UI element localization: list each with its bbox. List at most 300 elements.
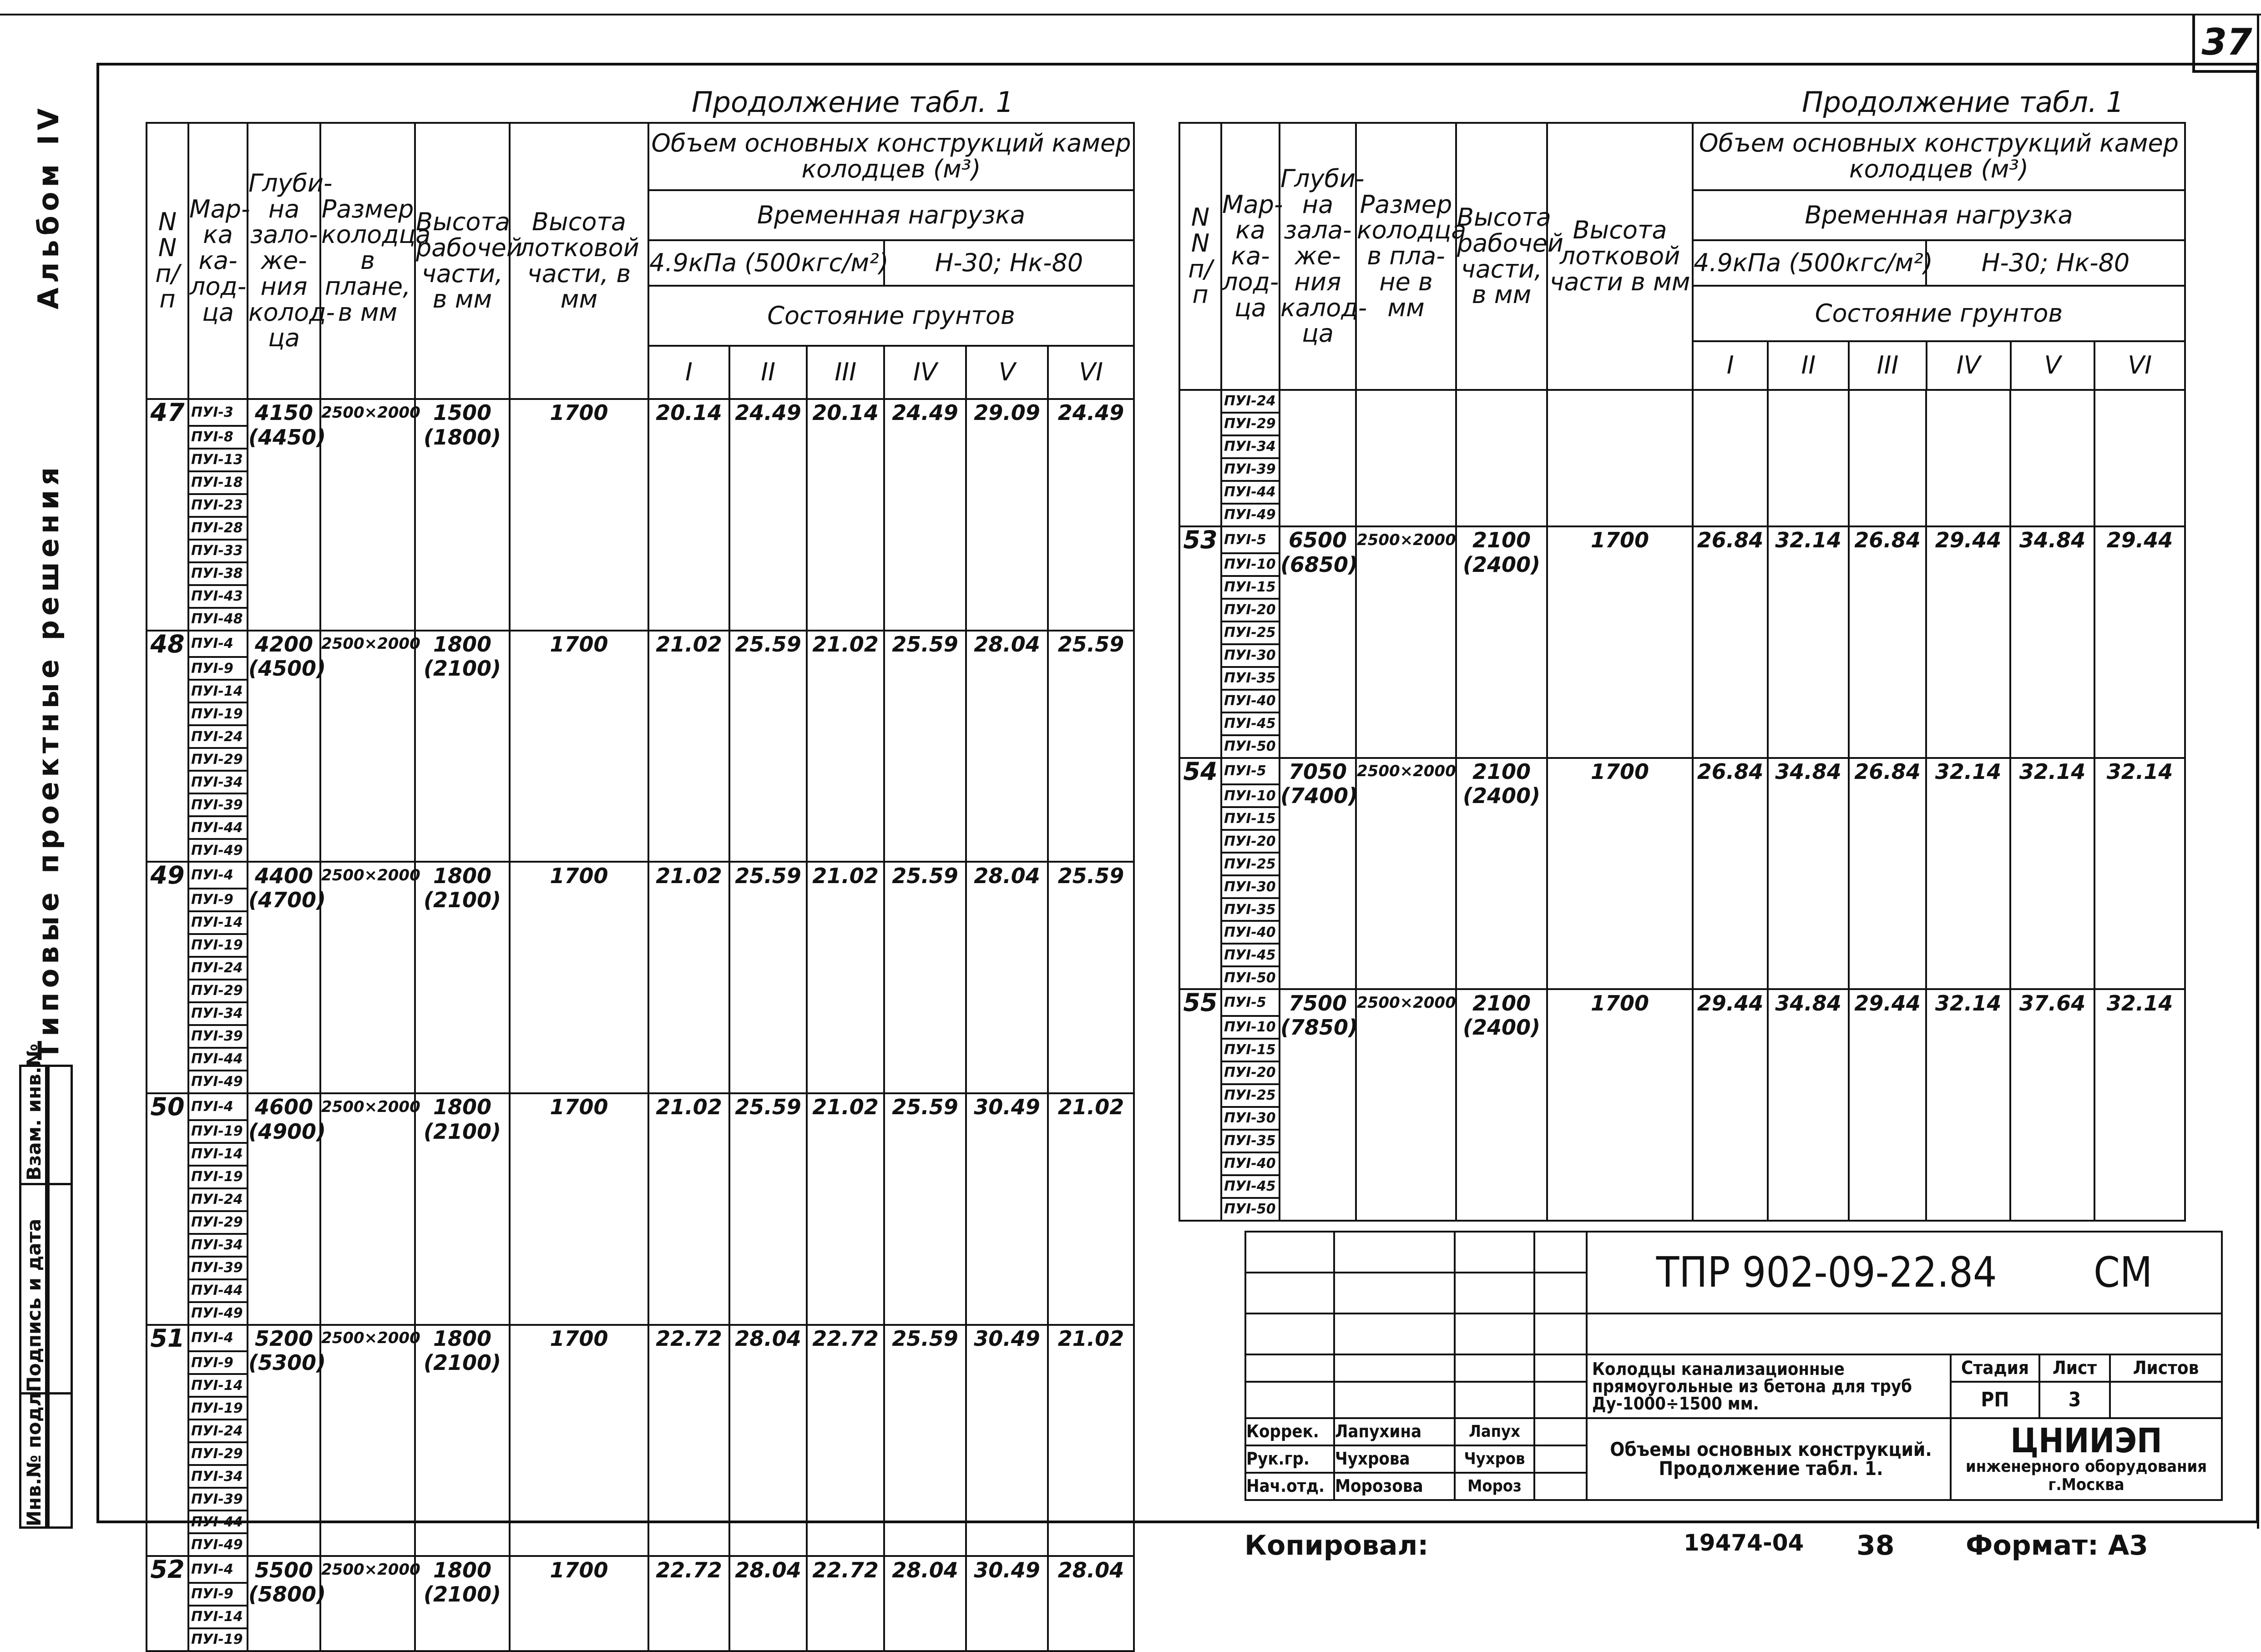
stamp-sheets-header: Листов [2110,1354,2222,1382]
stamp-empty [1455,1354,1534,1382]
volume-value-soil-3 [807,471,884,494]
row-number [1179,1130,1221,1152]
work-height-value [415,585,510,608]
right-table-row [1179,1107,2185,1130]
size-value [320,471,415,494]
work-height-value: (2400) [1456,784,1547,807]
right-table-row [1179,875,2185,898]
well-mark: ПУI-15 [1221,576,1280,599]
empty-cell [1280,413,1356,435]
row-number [1179,690,1221,712]
volume-value-soil-2 [729,426,807,449]
empty-cell [1693,458,1768,481]
depth-value: (4500) [248,656,326,681]
depth-value [248,702,320,725]
volume-value-soil-3 [807,1397,884,1420]
volume-value-soil-6 [2094,690,2185,712]
tray-height-value [1547,1152,1693,1175]
volume-value-soil-1 [648,494,729,517]
volume-value-soil-5 [966,449,1048,471]
volume-value-soil-4 [884,562,966,585]
volume-value-soil-5 [966,1465,1048,1488]
depth-value [1280,921,1356,944]
tray-height-value: 1700 [1547,989,1693,1016]
volume-value-soil-6 [1048,1628,1134,1651]
volume-value-soil-4 [884,1511,966,1533]
left-table-row [147,1093,1134,1120]
empty-cell [1926,481,2010,504]
size-value [1356,944,1456,966]
volume-value-soil-4: 28.04 [884,1556,966,1583]
well-mark: ПУI-20 [1221,1061,1280,1084]
volume-value-soil-5 [2010,1130,2094,1152]
volume-value-soil-2 [1768,644,1849,667]
right-table-row [1179,458,2185,481]
volume-value-soil-3 [1849,553,1926,576]
volume-value-soil-5 [966,793,1048,816]
volume-value-soil-4 [884,1188,966,1211]
page-number: 37 [2192,14,2259,73]
row-number: 51 [147,1325,188,1352]
volume-value-soil-3 [807,1071,884,1093]
footer-format: Формат: А3 [1966,1530,2149,1561]
document-suffix: СМ [2094,1248,2153,1297]
work-height-value [415,1071,510,1093]
well-mark: ПУI-50 [1221,1198,1280,1221]
volume-value-soil-4 [1926,553,2010,576]
size-value [320,1606,415,1628]
volume-value-soil-6 [1048,1279,1134,1302]
volume-value-soil-5 [966,1025,1048,1048]
volume-value-soil-1 [648,1420,729,1442]
volume-value-soil-4 [884,1606,966,1628]
volume-value-soil-5 [966,1234,1048,1257]
depth-value [1280,1061,1356,1084]
work-height-value [1456,690,1547,712]
size-value [320,657,415,680]
depth-value: (5300) [248,1350,326,1375]
volume-value-soil-1 [648,1025,729,1048]
volume-value-soil-5 [966,608,1048,631]
tray-height-value [1547,784,1693,807]
volume-value-soil-6 [2094,599,2185,621]
volume-value-soil-6 [1048,1606,1134,1628]
stamp-sheets [2110,1382,2222,1418]
size-value [1356,576,1456,599]
well-mark: ПУI-19 [188,702,248,725]
empty-cell [2010,413,2094,435]
work-height-value: 2100 [1456,526,1547,553]
well-mark: ПУI-43 [188,585,248,608]
row-number [147,1511,188,1533]
volume-value-soil-2 [1768,1084,1849,1107]
volume-value-soil-1 [648,1120,729,1143]
volume-value-soil-5 [966,980,1048,1002]
volume-value-soil-1 [648,562,729,585]
volume-value-soil-5 [966,1279,1048,1302]
volume-header: Объем основных конструкций камер колодцев (м³) [648,123,1134,190]
well-mark: ПУI-10 [1221,553,1280,576]
depth-value [248,839,320,862]
volume-value-soil-2 [729,1188,807,1211]
right-table-row [1179,390,2185,413]
work-height-value [415,771,510,793]
tray-height-value [510,771,648,793]
right-table-row [1179,1016,2185,1039]
well-mark: ПУI-19 [188,1397,248,1420]
volume-value-soil-6 [2094,1061,2185,1084]
work-height-value: 1800 [415,862,510,889]
volume-value-soil-6 [1048,1420,1134,1442]
size-value: 2500×2000 [1356,989,1456,1016]
tray-height-value [510,1002,648,1025]
work-height-value [1456,621,1547,644]
stamp-date-3 [1534,1473,1587,1500]
stamp-date-2 [1534,1445,1587,1473]
volume-value-soil-3 [1849,712,1926,735]
soil-roman-row-right [1694,342,2184,389]
size-value [1356,1107,1456,1130]
well-mark: ПУI-24 [188,1420,248,1442]
volume-value-soil-4 [884,471,966,494]
row-number [147,1025,188,1048]
size-value: 2500×2000 [320,862,415,889]
volume-value-soil-6 [2094,944,2185,966]
tray-height-value [510,1374,648,1397]
volume-value-soil-5 [966,1511,1048,1533]
soil-1-right: I [1694,342,1769,389]
work-height-value [1456,1061,1547,1084]
tray-height-value [1547,1039,1693,1061]
volume-value-soil-4 [884,1071,966,1093]
volume-value-soil-6 [1048,934,1134,957]
tray-height-value [510,980,648,1002]
volume-value-soil-3 [1849,853,1926,875]
well-mark: ПУI-5 [1221,758,1280,785]
depth-value [248,980,320,1002]
volume-value-soil-5 [966,1397,1048,1420]
volume-value-soil-4 [884,1302,966,1325]
volume-value-soil-1 [648,1511,729,1533]
well-mark: ПУI-14 [188,1606,248,1628]
volume-value-soil-4 [1926,830,2010,853]
well-mark: ПУI-38 [188,562,248,585]
size-value [1356,667,1456,690]
volume-value-soil-6 [1048,1488,1134,1511]
left-table-row [147,494,1134,517]
tray-height-value [510,494,648,517]
volume-value-soil-2 [1768,712,1849,735]
left-table-row [147,471,1134,494]
row-number [147,1351,188,1374]
row-number [1179,553,1221,576]
row-number [147,680,188,702]
stamp-sheet-title: Объемы основных конструкций. Продолжение табл. 1. [1587,1418,1951,1500]
depth-value [1280,966,1356,989]
size-value: 2500×2000 [1356,526,1456,553]
tray-height-value [1547,599,1693,621]
volume-value-soil-5 [966,1211,1048,1234]
size-value [320,1465,415,1488]
depth-value [248,1188,320,1211]
volume-value-soil-6 [1048,839,1134,862]
row-number [147,793,188,816]
volume-value-soil-4 [1926,1016,2010,1039]
size-value [320,1025,415,1048]
volume-value-soil-4 [884,771,966,793]
col-header-tray-height-right: Высота лотковой части в мм [1547,123,1693,390]
volume-value-soil-1 [1693,553,1768,576]
tray-height-value [510,957,648,980]
left-table-row [147,680,1134,702]
volume-value-soil-1: 21.02 [648,1093,729,1120]
well-mark: ПУI-39 [1221,458,1280,481]
tray-height-value [510,1166,648,1188]
volume-value-soil-5 [2010,807,2094,830]
volume-value-soil-3 [807,1166,884,1188]
empty-cell [2094,390,2185,413]
tray-height-value [1547,712,1693,735]
volume-value-soil-6 [1048,748,1134,771]
row-number: 53 [1179,526,1221,553]
volume-value-soil-1 [648,1302,729,1325]
volume-value-soil-4 [1926,599,2010,621]
volume-value-soil-6 [1048,1048,1134,1071]
volume-value-soil-2 [729,934,807,957]
volume-value-soil-5 [966,1583,1048,1606]
volume-value-soil-1 [648,1606,729,1628]
row-number [147,517,188,540]
row-number [147,1279,188,1302]
side-stamp-label-inv: Инв.№ подл. [23,1385,45,1526]
well-mark: ПУI-19 [188,1628,248,1651]
well-mark: ПУI-29 [188,1442,248,1465]
volume-value-soil-5 [966,1374,1048,1397]
empty-cell [1693,390,1768,413]
well-mark: ПУI-24 [188,725,248,748]
empty-cell [1547,481,1693,504]
tray-height-value [510,1465,648,1488]
volume-value-soil-1 [648,793,729,816]
volume-value-soil-4 [1926,667,2010,690]
volume-value-soil-6: 29.44 [2094,526,2185,553]
volume-value-soil-4 [884,1048,966,1071]
empty-cell [1356,458,1456,481]
volume-value-soil-1 [648,816,729,839]
tray-height-value [510,471,648,494]
volume-value-soil-2 [1768,1061,1849,1084]
left-table-row [147,426,1134,449]
volume-value-soil-5 [2010,667,2094,690]
row-number [147,1188,188,1211]
volume-value-soil-6 [1048,1234,1134,1257]
right-table-row [1179,621,2185,644]
size-value [320,911,415,934]
volume-value-soil-2 [729,1025,807,1048]
volume-value-soil-2: 34.84 [1768,989,1849,1016]
volume-value-soil-5 [2010,944,2094,966]
row-number [147,1143,188,1166]
right-table-row [1179,1175,2185,1198]
volume-value-soil-1 [648,839,729,862]
volume-value-soil-4 [1926,1061,2010,1084]
volume-value-soil-3 [1849,667,1926,690]
tray-height-value: 1700 [510,631,648,657]
volume-value-soil-5 [2010,644,2094,667]
row-number [1179,644,1221,667]
work-height-value [415,1166,510,1188]
volume-value-soil-5 [966,957,1048,980]
volume-value-soil-5 [966,889,1048,911]
volume-value-soil-6: 21.02 [1048,1093,1134,1120]
soil-header: Состояние грунтов [649,287,1133,347]
well-mark: ПУI-39 [188,1488,248,1511]
right-table-row [1179,758,2185,785]
volume-value-soil-6 [2094,712,2185,735]
size-value [1356,1130,1456,1152]
volume-value-soil-6: 25.59 [1048,862,1134,889]
empty-cell [1356,413,1456,435]
volume-value-soil-1 [648,1397,729,1420]
size-value [320,1511,415,1533]
volume-value-soil-3 [807,1257,884,1279]
size-value: 2500×2000 [320,631,415,657]
depth-value [1280,944,1356,966]
depth-value [1280,1130,1356,1152]
well-mark: ПУI-33 [188,540,248,562]
left-table-row [147,657,1134,680]
work-height-value [415,1002,510,1025]
volume-value-soil-4 [884,957,966,980]
stamp-empty [1334,1273,1455,1314]
depth-value [248,1420,320,1442]
volume-value-soil-3 [807,517,884,540]
work-height-value: (2400) [1456,1016,1547,1039]
volume-header-right: Объем основных конструкций камер колодцев (м³) [1693,123,2185,190]
depth-value [1280,875,1356,898]
volume-value-soil-1 [648,608,729,631]
empty-cell [1926,435,2010,458]
right-table-row [1179,898,2185,921]
work-height-value [415,702,510,725]
stamp-empty [1455,1273,1534,1314]
depth-value [248,1442,320,1465]
right-table-row [1179,784,2185,807]
row-number [1179,784,1221,807]
load-header-a: 4.9кПа (500кгс/м²) [648,240,884,286]
volume-value-soil-5 [966,725,1048,748]
volume-value-soil-1 [1693,830,1768,853]
volume-value-soil-4 [884,934,966,957]
size-value [320,748,415,771]
depth-value [248,725,320,748]
empty-cell [1280,458,1356,481]
volume-value-soil-6 [1048,1533,1134,1556]
volume-value-soil-4: 25.59 [884,1093,966,1120]
volume-value-soil-3 [807,1442,884,1465]
volume-value-soil-3 [807,889,884,911]
size-value [320,1628,415,1651]
row-number [1179,944,1221,966]
volume-value-soil-5 [2010,875,2094,898]
size-value [320,1533,415,1556]
volume-value-soil-6 [1048,426,1134,449]
volume-value-soil-1 [648,934,729,957]
depth-value [248,585,320,608]
volume-value-soil-1 [648,1211,729,1234]
left-table-row [147,1279,1134,1302]
row-number [147,1583,188,1606]
stamp-empty [1534,1232,1587,1273]
left-table-row [147,1465,1134,1488]
well-mark: ПУI-34 [188,1002,248,1025]
left-table-row [147,1628,1134,1651]
volume-value-soil-4: 25.59 [884,862,966,889]
volume-value-soil-1 [648,1188,729,1211]
work-height-value [415,540,510,562]
volume-value-soil-6 [1048,1120,1134,1143]
volume-value-soil-4: 32.14 [1926,989,2010,1016]
volume-value-soil-2 [1768,1039,1849,1061]
tray-height-value [510,426,648,449]
volume-value-soil-2 [1768,1130,1849,1152]
volume-value-soil-3 [1849,1039,1926,1061]
empty-cell [1849,390,1926,413]
depth-value [1280,830,1356,853]
volume-value-soil-2 [729,911,807,934]
row-number [147,839,188,862]
stamp-title: Колодцы канализационные прямоугольные из бетона для труб Ду-1000÷1500 мм. [1587,1354,1951,1418]
size-value [320,494,415,517]
work-height-value [1456,735,1547,758]
depth-value [248,957,320,980]
volume-value-soil-2 [1768,553,1849,576]
well-mark: ПУI-14 [188,1374,248,1397]
soil-2-right: II [1769,342,1850,389]
row-number [1179,481,1221,504]
size-value [1356,553,1456,576]
volume-value-soil-3 [1849,644,1926,667]
row-number [147,540,188,562]
volume-value-soil-2 [1768,690,1849,712]
volume-value-soil-4 [1926,1084,2010,1107]
empty-cell [2094,481,2185,504]
tray-height-value [510,517,648,540]
work-height-value [415,1420,510,1442]
volume-value-soil-5 [966,1533,1048,1556]
depth-value: 4400 [248,862,320,889]
volume-value-soil-2 [729,980,807,1002]
well-mark: ПУI-44 [188,1048,248,1071]
volume-value-soil-5 [2010,921,2094,944]
volume-value-soil-5 [966,1351,1048,1374]
left-table-row [147,1533,1134,1556]
empty-cell [1693,504,1768,526]
size-value [1356,1175,1456,1198]
volume-value-soil-3 [807,1002,884,1025]
volume-value-soil-4 [1926,690,2010,712]
volume-value-soil-5 [966,471,1048,494]
work-height-value [415,1465,510,1488]
volume-value-soil-2 [1768,853,1849,875]
volume-value-soil-1: 26.84 [1693,526,1768,553]
size-value [320,562,415,585]
volume-value-soil-6: 24.49 [1048,399,1134,426]
well-mark: ПУI-9 [188,1351,248,1374]
col-header-work-height-right: Высота рабочей части, в мм [1456,123,1547,390]
volume-value-soil-2 [729,1166,807,1188]
size-value [320,980,415,1002]
